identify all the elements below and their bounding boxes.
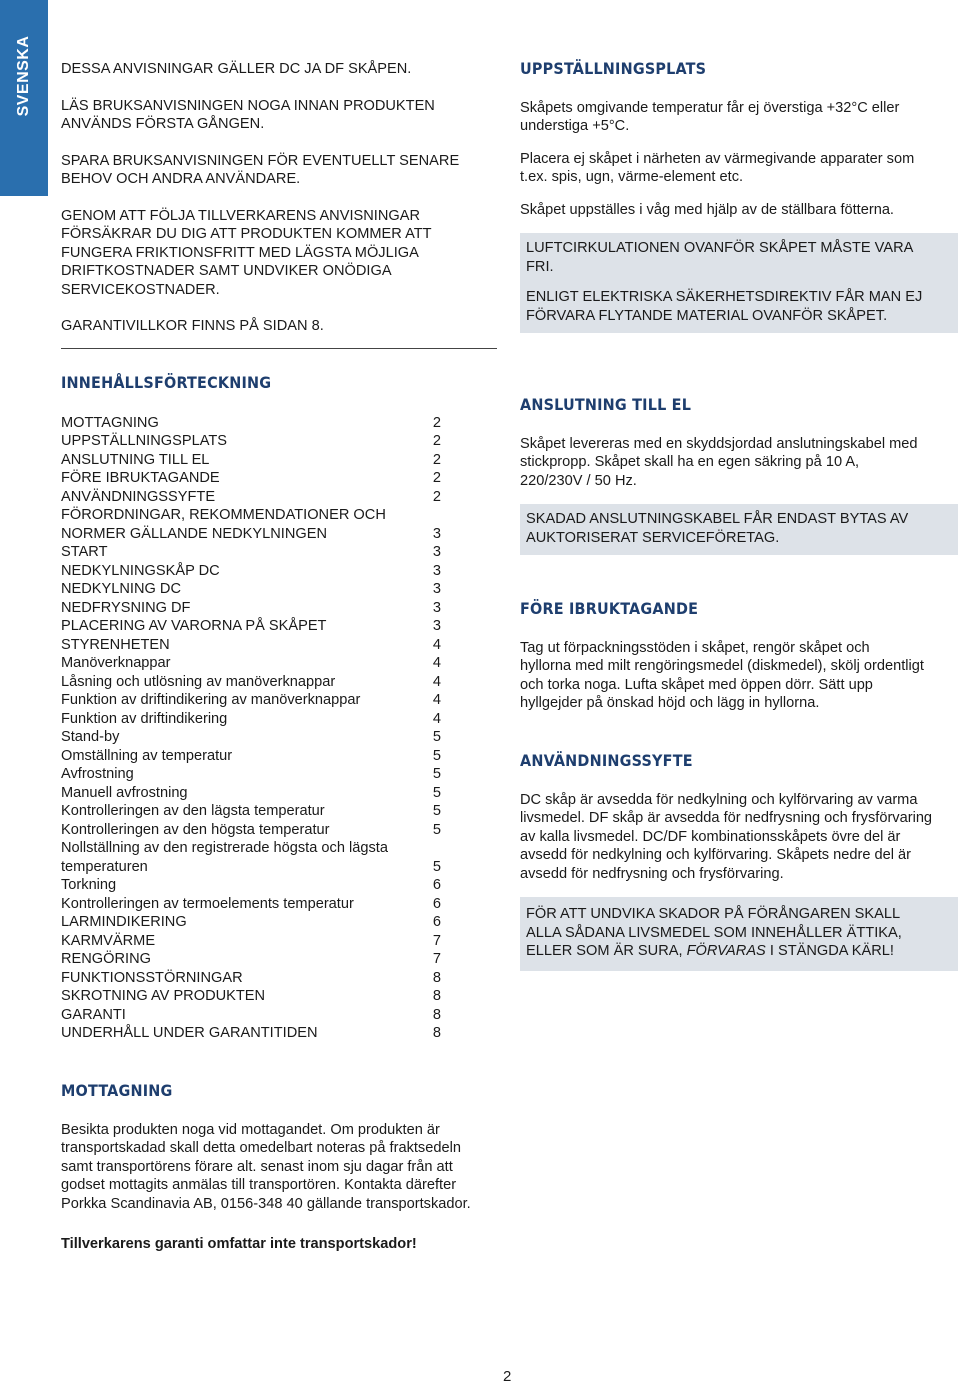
toc-entry-page: 3: [432, 618, 441, 634]
uppstallningsplats-title: UPPSTÄLLNINGSPLATS: [520, 59, 707, 78]
toc-entry-label: GARANTI: [61, 1006, 126, 1023]
toc-entry: [61, 636, 441, 655]
toc-entry-page: 6: [432, 877, 441, 893]
toc-entry-label: Torkning: [61, 877, 117, 893]
notice-text: LUFTCIRKULATIONEN OVANFÖR SKÅPET MÅSTE VARA FRI.: [526, 240, 914, 275]
toc-entry-page: 5: [432, 821, 441, 838]
toc-entry: [61, 469, 441, 488]
toc-entry-page: 4: [432, 692, 441, 708]
section-mottagning: [61, 1082, 501, 1254]
section-anvandningssyfte: [520, 752, 958, 971]
toc-entry-page: 5: [432, 747, 441, 764]
toc-entry-label: NEDKYLNINGSKÅP DC: [61, 562, 220, 579]
toc-entry: [61, 673, 441, 692]
toc-title: INNEHÅLLSFÖRTECKNING: [61, 373, 272, 392]
toc-entry-label: Avfrostning: [61, 766, 134, 782]
toc-entry: [61, 839, 441, 876]
toc-entry-page: 5: [432, 729, 441, 745]
toc-entry-label: Funktion av driftindikering av manöverknappar: [61, 692, 361, 708]
fore-ibruktagande-body: Tag ut förpackningsstöden i skåpet, rengör skåpet och hyllorna med milt rengöringsmedel (diskmedel), skölj ordentligt och torka noga. Lufta skåpet med öppen dörr. Sätt upp hyllgejder på önskad höjd och lägg in hyllorna.: [520, 639, 924, 711]
mottagning-body: Besikta produkten noga vid mottagandet. Om produkten är transportskadad skall detta omedelbart noteras på fraktsedeln samt transportörens förare alt. senast inom sju dagar från att godset mottagits anmälas till transportören. Kontakta därefter Porkka Scandinavia AB, 0156-348 40 gällande transportskador.: [61, 1121, 471, 1212]
language-tab-label: SVENSKA: [14, 35, 32, 117]
toc-entry: [61, 432, 441, 451]
toc-entry: [61, 932, 441, 951]
toc-entry: [61, 784, 441, 803]
toc-entry: [61, 895, 441, 914]
toc-entry-page: 4: [432, 673, 441, 690]
toc-entry-page: 2: [432, 451, 441, 468]
toc-entry: [61, 654, 441, 673]
toc-entry-page: 6: [432, 914, 441, 930]
toc-entry: [61, 506, 441, 543]
toc-entry-label: RENGÖRING: [61, 951, 151, 967]
notice-text: ENLIGT ELEKTRISKA SÄKERHETSDIREKTIV FÅR MAN EJ FÖRVARA FLYTANDE MATERIAL OVANFÖR SKÅPET.: [526, 289, 923, 324]
toc-entry: [61, 1024, 441, 1043]
notice-text-emphasis: FÖRVARAS: [686, 943, 766, 959]
toc-entry-label: Manuell avfrostning: [61, 784, 188, 801]
section-anslutning: [520, 396, 958, 555]
toc-entry-label: START: [61, 544, 108, 560]
fore-ibruktagande-title: FÖRE IBRUKTAGANDE: [520, 599, 699, 618]
mottagning-title: MOTTAGNING: [61, 1081, 173, 1100]
toc-entry-label: Kontrolleringen av den lägsta temperatur: [61, 803, 325, 819]
toc-entry-page: 5: [432, 803, 441, 819]
toc-entry: [61, 821, 441, 840]
toc-entry-page: 2: [432, 433, 441, 449]
toc-entry-page: 5: [432, 784, 441, 801]
notice-text-part: FÖR ATT UNDVIKA SKADOR PÅ FÖRÅNGAREN SKALL ALLA SÅDANA LIVSMEDEL SOM INNEHÅLLER ÄTTIKA, ELLER SOM ÄR SURA,: [526, 906, 902, 959]
section-divider: [61, 348, 497, 349]
toc-entry: [61, 950, 441, 969]
mottagning-warning: Tillverkarens garanti omfattar inte transportskador!: [61, 1236, 417, 1252]
toc-entry-label: FÖRORDNINGAR, REKOMMENDATIONER OCH NORMER GÄLLANDE NEDKYLNINGEN: [61, 507, 386, 542]
toc-entry-page: 7: [432, 932, 441, 949]
toc-entry-page: 3: [432, 599, 441, 616]
toc-entry-label: SKROTNING AV PRODUKTEN: [61, 988, 266, 1004]
language-tab: [0, 0, 48, 196]
uppstallningsplats-paragraph: Skåpets omgivande temperatur får ej överstiga +32°C eller understiga +5°C.: [520, 99, 900, 134]
toc-entry-label: Nollställning av den registrerade högsta och lägsta temperaturen: [61, 840, 388, 875]
notice-text: [526, 905, 952, 961]
toc-entry-label: Låsning och utlösning av manöverknappar: [61, 673, 336, 690]
toc-entry-label: NEDKYLNING DC: [61, 581, 182, 597]
toc-entry-label: Kontrolleringen av den högsta temperatur: [61, 821, 330, 838]
intro-paragraph: SPARA BRUKSANVISNINGEN FÖR EVENTUELLT SENARE BEHOV OCH ANDRA ANVÄNDARE.: [61, 152, 460, 187]
uppstallningsplats-paragraph: Placera ej skåpet i närheten av värmegivande apparater som t.ex. spis, ugn, värme-element etc.: [520, 150, 915, 185]
toc-entry: [61, 599, 441, 618]
toc-entry-label: FÖRE IBRUKTAGANDE: [61, 470, 220, 486]
toc-entry-page: 5: [432, 766, 441, 782]
toc-entry-page: 4: [432, 636, 441, 653]
section-fore-ibruktagande: [520, 600, 958, 727]
toc-entry: [61, 414, 441, 433]
toc-entry-page: 3: [432, 562, 441, 579]
toc-entry-page: 6: [432, 895, 441, 912]
toc-list: [61, 414, 441, 1043]
toc-entry-page: 2: [432, 470, 441, 486]
toc-entry: [61, 1006, 441, 1025]
page-number: 2: [503, 1368, 512, 1385]
toc-entry-page: 7: [432, 951, 441, 967]
toc-entry: [61, 543, 441, 562]
toc-entry-label: Funktion av driftindikering: [61, 710, 228, 727]
toc-entry-page: 8: [432, 988, 441, 1004]
intro-paragraph: LÄS BRUKSANVISNINGEN NOGA INNAN PRODUKTEN ANVÄNDS FÖRSTA GÅNGEN.: [61, 97, 435, 132]
toc-entry: [61, 728, 441, 747]
toc-entry-page: 4: [432, 655, 441, 671]
toc-entry: [61, 451, 441, 470]
anvandningssyfte-body: DC skåp är avsedda för nedkylning och kylförvaring av varma livsmedel. DF skåp är avsedda för nedfrysning och frysförvaring av kalla livsmedel. DC/DF kombinationsskåpets övre del är avsedd för nedkylning och kylförvaring. Skåpets nedre del är avsedd för nedfrysning och frysförvaring.: [520, 791, 933, 882]
toc-entry: [61, 617, 441, 636]
toc-entry: [61, 710, 441, 729]
toc-entry-page: 3: [432, 544, 441, 560]
anvandningssyfte-title: ANVÄNDNINGSSYFTE: [520, 751, 693, 770]
table-of-contents: [61, 374, 441, 1043]
intro-section: [61, 60, 501, 354]
toc-entry-page: 4: [432, 710, 441, 727]
toc-entry: [61, 747, 441, 766]
intro-paragraph: GARANTIVILLKOR FINNS PÅ SIDAN 8.: [61, 318, 324, 334]
notice-text-part: I STÄNGDA KÄRL!: [765, 943, 894, 959]
anvandningssyfte-notice-box: [520, 897, 958, 971]
toc-entry-label: LARMINDIKERING: [61, 914, 187, 930]
uppstallningsplats-notice-box: [520, 233, 958, 333]
anslutning-notice-box: [520, 504, 958, 555]
toc-entry-label: UPPSTÄLLNINGSPLATS: [61, 433, 227, 449]
toc-entry-label: Omställning av temperatur: [61, 747, 233, 764]
anslutning-title: ANSLUTNING TILL EL: [520, 395, 692, 414]
toc-entry: [61, 488, 441, 507]
toc-entry: [61, 913, 441, 932]
toc-entry-page: 8: [432, 969, 441, 986]
uppstallningsplats-paragraph: Skåpet uppställes i våg med hjälp av de ställbara fötterna.: [520, 201, 894, 218]
anslutning-body: Skåpet levereras med en skyddsjordad anslutningskabel med stickpropp. Skåpet skall ha en egen säkring på 10 A, 220/230V / 50 Hz.: [520, 435, 918, 489]
toc-entry-page: 3: [432, 525, 441, 542]
toc-entry-page: 2: [432, 414, 441, 431]
toc-entry-label: KARMVÄRME: [61, 932, 156, 949]
toc-entry-label: Kontrolleringen av termoelements temperatur: [61, 895, 354, 912]
toc-entry-page: 8: [432, 1025, 441, 1041]
toc-entry-page: 2: [432, 488, 441, 505]
notice-text: SKADAD ANSLUTNINGSKABEL FÅR ENDAST BYTAS AV AUKTORISERAT SERVICEFÖRETAG.: [526, 511, 909, 546]
toc-entry-label: Stand-by: [61, 729, 120, 745]
toc-entry: [61, 969, 441, 988]
toc-entry-label: Manöverknappar: [61, 655, 171, 671]
toc-entry-page: 8: [432, 1006, 441, 1023]
toc-entry: [61, 691, 441, 710]
section-uppstallningsplats: [520, 60, 958, 333]
toc-entry-label: MOTTAGNING: [61, 414, 159, 431]
intro-paragraph: GENOM ATT FÖLJA TILLVERKARENS ANVISNINGAR FÖRSÄKRAR DU DIG ATT PRODUKTEN KOMMER ATT FUNGERA FRIKTIONSFRITT MED LÄGSTA MÖJLIGA DRIFTKOSTNADER SAMT UNDVIKER ONÖDIGA SERVICEKOSTNADER.: [61, 207, 432, 298]
toc-entry: [61, 765, 441, 784]
toc-entry-page: 3: [432, 581, 441, 597]
toc-entry: [61, 802, 441, 821]
toc-entry-label: NEDFRYSNING DF: [61, 599, 191, 616]
toc-entry: [61, 876, 441, 895]
intro-paragraph: DESSA ANVISNINGAR GÄLLER DC JA DF SKÅPEN.: [61, 61, 412, 77]
toc-entry: [61, 987, 441, 1006]
toc-entry-label: ANVÄNDNINGSSYFTE: [61, 488, 216, 505]
toc-entry: [61, 580, 441, 599]
toc-entry: [61, 562, 441, 581]
toc-entry-page: 5: [432, 858, 441, 875]
toc-entry-label: UNDERHÅLL UNDER GARANTITIDEN: [61, 1025, 318, 1041]
toc-entry-label: PLACERING AV VARORNA PÅ SKÅPET: [61, 618, 327, 634]
toc-entry-label: STYRENHETEN: [61, 636, 170, 653]
toc-entry-label: FUNKTIONSSTÖRNINGAR: [61, 969, 243, 986]
toc-entry-label: ANSLUTNING TILL EL: [61, 451, 210, 468]
